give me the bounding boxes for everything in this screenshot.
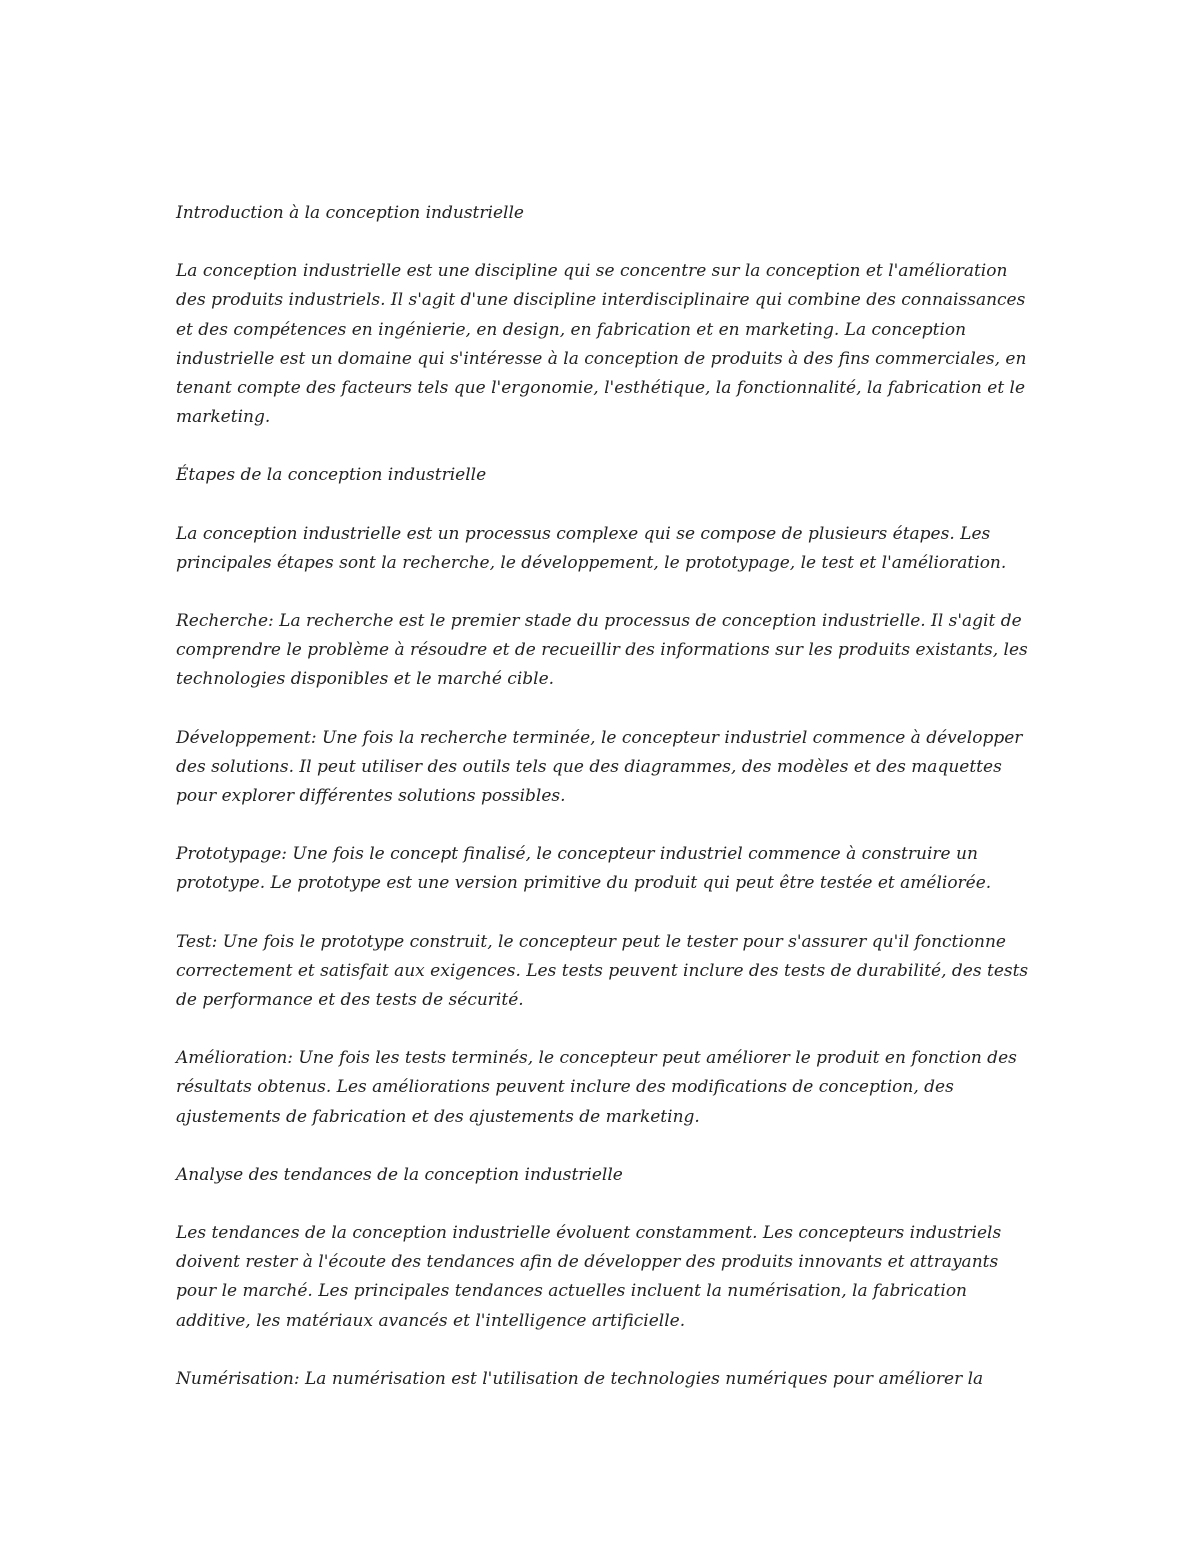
section-heading-tendances: Analyse des tendances de la conception industrielle [176, 1164, 623, 1185]
section-heading-introduction: Introduction à la conception industrielle [176, 203, 524, 223]
paragraph-recherche: Recherche: La recherche est le premier stade du processus de conception industrielle. Il s'agit de comprendre le problème à résoudre et de recueillir des informations sur les produits existants, les technologies disponibles et le marché cible. [176, 611, 1028, 690]
paragraph-amelioration: Amélioration: Une fois les tests terminés, le concepteur peut améliorer le produit en fonction des résultats obtenus. Les améliorations peuvent inclure des modifications de conception, des ajustements de fabrication et des ajustements de marketing. [176, 1048, 1017, 1127]
paragraph-etapes-overview: La conception industrielle est un processus complexe qui se compose de plusieurs étapes. Les principales étapes sont la recherche, le développement, le prototypage, le test et l'amélioration. [176, 523, 1007, 573]
document-body [176, 199, 1036, 1394]
paragraph-numerisation: Numérisation: La numérisation est l'utilisation de technologies numériques pour améliorer la [176, 1368, 984, 1389]
paragraph-introduction: La conception industrielle est une discipline qui se concentre sur la conception et l'amélioration des produits industriels. Il s'agit d'une discipline interdisciplinaire qui combine des connaissances et des compétences en ingénierie, en design, en fabrication et en marketing. La conception industrielle est un domaine qui s'intéresse à la conception de produits à des fins commerciales, en tenant compte des facteurs tels que l'ergonomie, l'esthétique, la fonctionnalité, la fabrication et le marketing. [176, 261, 1027, 428]
paragraph-developpement: Développement: Une fois la recherche terminée, le concepteur industriel commence à développer des solutions. Il peut utiliser des outils tels que des diagrammes, des modèles et des maquettes pour explorer différentes solutions possibles. [176, 727, 1023, 807]
section-heading-etapes: Étapes de la conception industrielle [176, 465, 487, 486]
paragraph-prototypage: Prototypage: Une fois le concept finalisé, le concepteur industriel commence à construire un prototype. Le prototype est une version primitive du produit qui peut être testée et améliorée. [176, 844, 992, 894]
paragraph-tendances-overview: Les tendances de la conception industrielle évoluent constamment. Les concepteurs industriels doivent rester à l'écoute des tendances afin de développer des produits innovants et attrayants pour le marché. Les principales tendances actuelles incluent la numérisation, la fabrication additive, les matériaux avancés et l'intelligence artificielle. [176, 1223, 1002, 1331]
paragraph-test: Test: Une fois le prototype construit, le concepteur peut le tester pour s'assurer qu'il fonctionne correctement et satisfait aux exigences. Les tests peuvent inclure des tests de durabilité, des tests de performance et des tests de sécurité. [176, 931, 1029, 1011]
